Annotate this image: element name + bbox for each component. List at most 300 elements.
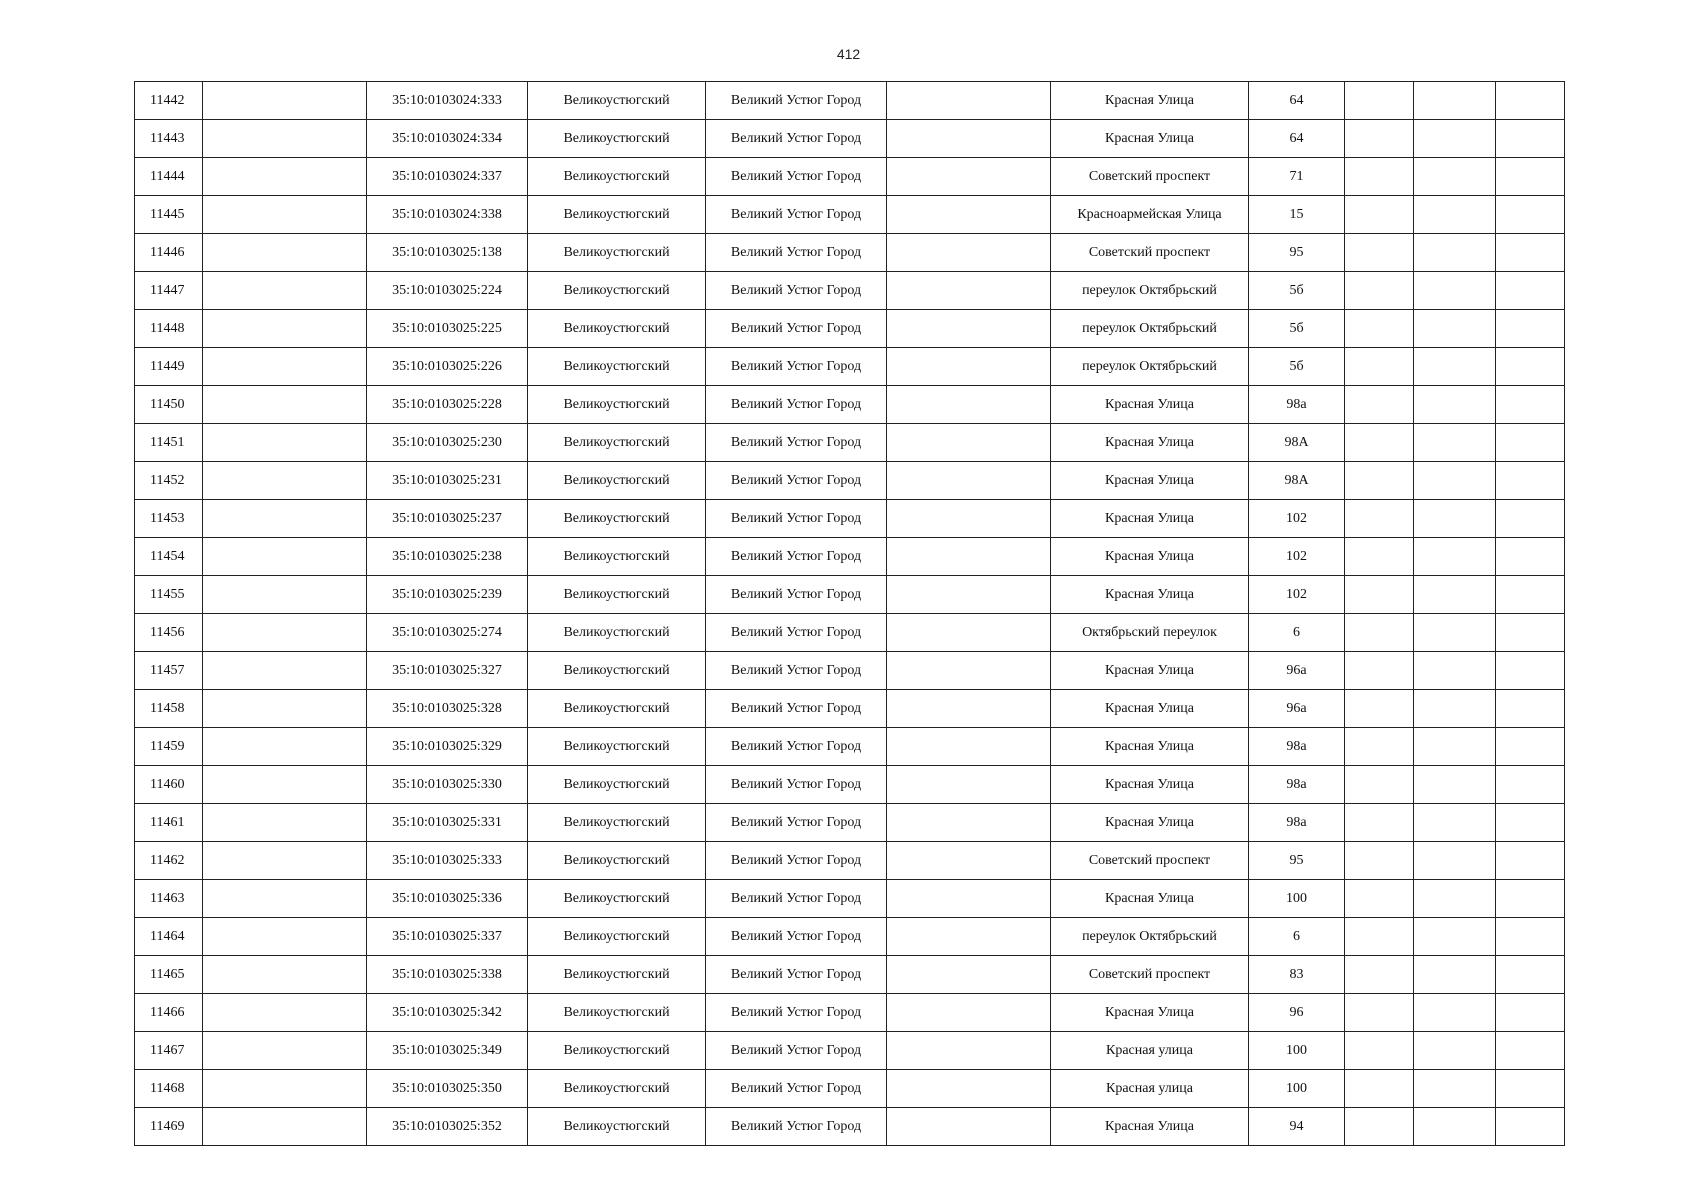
cadastral-number-cell: 35:10:0103025:237 — [367, 500, 528, 538]
empty-cell — [1345, 956, 1414, 994]
row-number-cell: 11457 — [135, 652, 203, 690]
district-cell: Великоустюгский — [528, 500, 706, 538]
empty-cell — [887, 918, 1051, 956]
row-number-cell: 11466 — [135, 994, 203, 1032]
settlement-cell: Великий Устюг Город — [706, 614, 887, 652]
house-number-cell: 64 — [1249, 120, 1345, 158]
settlement-cell: Великий Устюг Город — [706, 994, 887, 1032]
row-number-cell: 11447 — [135, 272, 203, 310]
empty-cell — [203, 804, 367, 842]
empty-cell — [1414, 766, 1496, 804]
table-row — [135, 196, 1565, 234]
house-number-cell: 102 — [1249, 500, 1345, 538]
district-cell: Великоустюгский — [528, 1070, 706, 1108]
empty-cell — [1345, 576, 1414, 614]
empty-cell — [887, 82, 1051, 120]
settlement-cell: Великий Устюг Город — [706, 918, 887, 956]
row-number-cell: 11453 — [135, 500, 203, 538]
page-number: 412 — [836, 46, 861, 62]
empty-cell — [887, 348, 1051, 386]
settlement-cell: Великий Устюг Город — [706, 766, 887, 804]
row-number-cell: 11456 — [135, 614, 203, 652]
cadastral-number-cell: 35:10:0103025:328 — [367, 690, 528, 728]
empty-cell — [203, 956, 367, 994]
empty-cell — [1496, 880, 1565, 918]
settlement-cell: Великий Устюг Город — [706, 690, 887, 728]
empty-cell — [203, 462, 367, 500]
cadastral-number-cell: 35:10:0103025:230 — [367, 424, 528, 462]
row-number-cell: 11460 — [135, 766, 203, 804]
street-cell: Красная Улица — [1051, 120, 1249, 158]
cadastral-number-cell: 35:10:0103025:138 — [367, 234, 528, 272]
street-cell: Красная Улица — [1051, 386, 1249, 424]
empty-cell — [1345, 804, 1414, 842]
empty-cell — [1496, 424, 1565, 462]
house-number-cell: 98а — [1249, 386, 1345, 424]
row-number-cell: 11461 — [135, 804, 203, 842]
house-number-cell: 98а — [1249, 728, 1345, 766]
empty-cell — [887, 538, 1051, 576]
row-number-cell: 11449 — [135, 348, 203, 386]
street-cell: Красная Улица — [1051, 728, 1249, 766]
empty-cell — [887, 956, 1051, 994]
empty-cell — [887, 272, 1051, 310]
empty-cell — [1414, 614, 1496, 652]
district-cell: Великоустюгский — [528, 234, 706, 272]
empty-cell — [1414, 880, 1496, 918]
empty-cell — [1414, 576, 1496, 614]
cadastral-number-cell: 35:10:0103025:231 — [367, 462, 528, 500]
street-cell: Советский проспект — [1051, 842, 1249, 880]
table-row — [135, 842, 1565, 880]
empty-cell — [203, 424, 367, 462]
district-cell: Великоустюгский — [528, 538, 706, 576]
district-cell: Великоустюгский — [528, 994, 706, 1032]
empty-cell — [203, 880, 367, 918]
table-row — [135, 120, 1565, 158]
street-cell: Красная Улица — [1051, 690, 1249, 728]
settlement-cell: Великий Устюг Город — [706, 652, 887, 690]
cadastral-number-cell: 35:10:0103025:239 — [367, 576, 528, 614]
table-row — [135, 310, 1565, 348]
street-cell: Красная Улица — [1051, 994, 1249, 1032]
empty-cell — [1345, 918, 1414, 956]
empty-cell — [887, 462, 1051, 500]
empty-cell — [1414, 158, 1496, 196]
settlement-cell: Великий Устюг Город — [706, 82, 887, 120]
empty-cell — [1414, 196, 1496, 234]
empty-cell — [203, 196, 367, 234]
empty-cell — [203, 994, 367, 1032]
empty-cell — [887, 690, 1051, 728]
table-row — [135, 918, 1565, 956]
empty-cell — [1345, 728, 1414, 766]
empty-cell — [1345, 120, 1414, 158]
district-cell: Великоустюгский — [528, 690, 706, 728]
settlement-cell: Великий Устюг Город — [706, 120, 887, 158]
row-number-cell: 11465 — [135, 956, 203, 994]
row-number-cell: 11444 — [135, 158, 203, 196]
settlement-cell: Великий Устюг Город — [706, 1108, 887, 1146]
empty-cell — [1496, 1032, 1565, 1070]
registry-table-body — [135, 82, 1565, 1146]
district-cell: Великоустюгский — [528, 652, 706, 690]
cadastral-number-cell: 35:10:0103025:349 — [367, 1032, 528, 1070]
house-number-cell: 5б — [1249, 272, 1345, 310]
empty-cell — [1345, 1032, 1414, 1070]
empty-cell — [1496, 120, 1565, 158]
cadastral-number-cell: 35:10:0103024:337 — [367, 158, 528, 196]
empty-cell — [887, 728, 1051, 766]
empty-cell — [1345, 1108, 1414, 1146]
house-number-cell: 5б — [1249, 310, 1345, 348]
table-row — [135, 880, 1565, 918]
street-cell: Красная Улица — [1051, 500, 1249, 538]
table-row — [135, 994, 1565, 1032]
registry-table — [134, 81, 1565, 1146]
district-cell: Великоустюгский — [528, 842, 706, 880]
settlement-cell: Великий Устюг Город — [706, 158, 887, 196]
settlement-cell: Великий Устюг Город — [706, 462, 887, 500]
empty-cell — [203, 272, 367, 310]
district-cell: Великоустюгский — [528, 1108, 706, 1146]
house-number-cell: 100 — [1249, 1032, 1345, 1070]
row-number-cell: 11467 — [135, 1032, 203, 1070]
settlement-cell: Великий Устюг Город — [706, 538, 887, 576]
district-cell: Великоустюгский — [528, 614, 706, 652]
empty-cell — [203, 728, 367, 766]
row-number-cell: 11468 — [135, 1070, 203, 1108]
table-row — [135, 386, 1565, 424]
empty-cell — [1496, 956, 1565, 994]
empty-cell — [887, 424, 1051, 462]
street-cell: Красная Улица — [1051, 82, 1249, 120]
empty-cell — [1496, 158, 1565, 196]
settlement-cell: Великий Устюг Город — [706, 1070, 887, 1108]
street-cell: Красная Улица — [1051, 880, 1249, 918]
house-number-cell: 102 — [1249, 538, 1345, 576]
empty-cell — [1496, 234, 1565, 272]
empty-cell — [1414, 1070, 1496, 1108]
district-cell: Великоустюгский — [528, 1032, 706, 1070]
empty-cell — [887, 614, 1051, 652]
table-row — [135, 272, 1565, 310]
street-cell: Красная Улица — [1051, 652, 1249, 690]
street-cell: переулок Октябрьский — [1051, 310, 1249, 348]
cadastral-number-cell: 35:10:0103024:333 — [367, 82, 528, 120]
empty-cell — [203, 690, 367, 728]
empty-cell — [1345, 310, 1414, 348]
district-cell: Великоустюгский — [528, 804, 706, 842]
house-number-cell: 96 — [1249, 994, 1345, 1032]
settlement-cell: Великий Устюг Город — [706, 234, 887, 272]
empty-cell — [1414, 310, 1496, 348]
house-number-cell: 94 — [1249, 1108, 1345, 1146]
district-cell: Великоустюгский — [528, 766, 706, 804]
row-number-cell: 11452 — [135, 462, 203, 500]
empty-cell — [1414, 538, 1496, 576]
empty-cell — [1345, 690, 1414, 728]
cadastral-number-cell: 35:10:0103025:327 — [367, 652, 528, 690]
district-cell: Великоустюгский — [528, 880, 706, 918]
row-number-cell: 11458 — [135, 690, 203, 728]
empty-cell — [203, 348, 367, 386]
street-cell: Советский проспект — [1051, 956, 1249, 994]
street-cell: Красная Улица — [1051, 1108, 1249, 1146]
row-number-cell: 11451 — [135, 424, 203, 462]
empty-cell — [1345, 234, 1414, 272]
empty-cell — [1345, 614, 1414, 652]
empty-cell — [203, 82, 367, 120]
empty-cell — [887, 386, 1051, 424]
cadastral-number-cell: 35:10:0103025:228 — [367, 386, 528, 424]
empty-cell — [203, 766, 367, 804]
empty-cell — [203, 1032, 367, 1070]
empty-cell — [203, 310, 367, 348]
street-cell: переулок Октябрьский — [1051, 918, 1249, 956]
empty-cell — [1496, 918, 1565, 956]
empty-cell — [1496, 690, 1565, 728]
table-row — [135, 804, 1565, 842]
row-number-cell: 11469 — [135, 1108, 203, 1146]
table-row — [135, 614, 1565, 652]
empty-cell — [1414, 462, 1496, 500]
cadastral-number-cell: 35:10:0103025:333 — [367, 842, 528, 880]
row-number-cell: 11442 — [135, 82, 203, 120]
empty-cell — [1496, 614, 1565, 652]
empty-cell — [1496, 348, 1565, 386]
table-row — [135, 234, 1565, 272]
empty-cell — [887, 766, 1051, 804]
settlement-cell: Великий Устюг Город — [706, 576, 887, 614]
district-cell: Великоустюгский — [528, 348, 706, 386]
district-cell: Великоустюгский — [528, 918, 706, 956]
empty-cell — [1345, 82, 1414, 120]
district-cell: Великоустюгский — [528, 956, 706, 994]
table-row — [135, 690, 1565, 728]
row-number-cell: 11450 — [135, 386, 203, 424]
empty-cell — [1414, 272, 1496, 310]
settlement-cell: Великий Устюг Город — [706, 272, 887, 310]
house-number-cell: 71 — [1249, 158, 1345, 196]
empty-cell — [1496, 1070, 1565, 1108]
street-cell: Октябрьский переулок — [1051, 614, 1249, 652]
table-row — [135, 348, 1565, 386]
empty-cell — [887, 310, 1051, 348]
settlement-cell: Великий Устюг Город — [706, 310, 887, 348]
empty-cell — [203, 538, 367, 576]
empty-cell — [1345, 1070, 1414, 1108]
house-number-cell: 95 — [1249, 842, 1345, 880]
empty-cell — [203, 1108, 367, 1146]
row-number-cell: 11443 — [135, 120, 203, 158]
house-number-cell: 98а — [1249, 804, 1345, 842]
empty-cell — [203, 120, 367, 158]
cadastral-number-cell: 35:10:0103025:226 — [367, 348, 528, 386]
street-cell: Советский проспект — [1051, 158, 1249, 196]
empty-cell — [1414, 728, 1496, 766]
row-number-cell: 11448 — [135, 310, 203, 348]
settlement-cell: Великий Устюг Город — [706, 196, 887, 234]
table-row — [135, 1108, 1565, 1146]
table-row — [135, 1032, 1565, 1070]
settlement-cell: Великий Устюг Город — [706, 728, 887, 766]
table-row — [135, 576, 1565, 614]
table-row — [135, 728, 1565, 766]
empty-cell — [1496, 804, 1565, 842]
settlement-cell: Великий Устюг Город — [706, 386, 887, 424]
empty-cell — [1345, 386, 1414, 424]
empty-cell — [1345, 424, 1414, 462]
empty-cell — [1345, 462, 1414, 500]
house-number-cell: 5б — [1249, 348, 1345, 386]
house-number-cell: 102 — [1249, 576, 1345, 614]
empty-cell — [203, 576, 367, 614]
cadastral-number-cell: 35:10:0103024:334 — [367, 120, 528, 158]
empty-cell — [887, 652, 1051, 690]
cadastral-number-cell: 35:10:0103025:330 — [367, 766, 528, 804]
cadastral-number-cell: 35:10:0103025:329 — [367, 728, 528, 766]
street-cell: Красная Улица — [1051, 462, 1249, 500]
empty-cell — [1414, 918, 1496, 956]
district-cell: Великоустюгский — [528, 196, 706, 234]
empty-cell — [203, 652, 367, 690]
settlement-cell: Великий Устюг Город — [706, 500, 887, 538]
empty-cell — [1414, 424, 1496, 462]
empty-cell — [203, 842, 367, 880]
empty-cell — [1496, 1108, 1565, 1146]
cadastral-number-cell: 35:10:0103025:342 — [367, 994, 528, 1032]
district-cell: Великоустюгский — [528, 386, 706, 424]
empty-cell — [887, 158, 1051, 196]
empty-cell — [1345, 158, 1414, 196]
empty-cell — [1414, 994, 1496, 1032]
house-number-cell: 96а — [1249, 690, 1345, 728]
street-cell: Красная Улица — [1051, 576, 1249, 614]
district-cell: Великоустюгский — [528, 120, 706, 158]
empty-cell — [1414, 956, 1496, 994]
table-row — [135, 462, 1565, 500]
empty-cell — [1345, 766, 1414, 804]
street-cell: Красная улица — [1051, 1032, 1249, 1070]
table-row — [135, 1070, 1565, 1108]
empty-cell — [1414, 348, 1496, 386]
empty-cell — [203, 386, 367, 424]
empty-cell — [1414, 386, 1496, 424]
empty-cell — [1345, 880, 1414, 918]
empty-cell — [1414, 120, 1496, 158]
empty-cell — [203, 158, 367, 196]
table-row — [135, 500, 1565, 538]
row-number-cell: 11459 — [135, 728, 203, 766]
empty-cell — [887, 994, 1051, 1032]
cadastral-number-cell: 35:10:0103025:338 — [367, 956, 528, 994]
empty-cell — [1414, 82, 1496, 120]
empty-cell — [1345, 538, 1414, 576]
table-row — [135, 158, 1565, 196]
empty-cell — [1414, 1108, 1496, 1146]
cadastral-number-cell: 35:10:0103025:238 — [367, 538, 528, 576]
cadastral-number-cell: 35:10:0103025:225 — [367, 310, 528, 348]
cadastral-number-cell: 35:10:0103025:350 — [367, 1070, 528, 1108]
empty-cell — [1496, 82, 1565, 120]
empty-cell — [1496, 310, 1565, 348]
empty-cell — [1345, 652, 1414, 690]
table-row — [135, 424, 1565, 462]
empty-cell — [887, 196, 1051, 234]
empty-cell — [1496, 386, 1565, 424]
empty-cell — [887, 804, 1051, 842]
empty-cell — [1414, 842, 1496, 880]
empty-cell — [1496, 538, 1565, 576]
district-cell: Великоустюгский — [528, 158, 706, 196]
street-cell: Красная Улица — [1051, 424, 1249, 462]
empty-cell — [887, 120, 1051, 158]
empty-cell — [1345, 272, 1414, 310]
street-cell: Красная Улица — [1051, 538, 1249, 576]
empty-cell — [1496, 728, 1565, 766]
empty-cell — [1496, 994, 1565, 1032]
street-cell: Красная Улица — [1051, 766, 1249, 804]
row-number-cell: 11463 — [135, 880, 203, 918]
empty-cell — [1414, 690, 1496, 728]
row-number-cell: 11454 — [135, 538, 203, 576]
row-number-cell: 11455 — [135, 576, 203, 614]
house-number-cell: 100 — [1249, 1070, 1345, 1108]
house-number-cell: 83 — [1249, 956, 1345, 994]
empty-cell — [887, 1108, 1051, 1146]
table-row — [135, 956, 1565, 994]
settlement-cell: Великий Устюг Город — [706, 1032, 887, 1070]
street-cell: Красная улица — [1051, 1070, 1249, 1108]
empty-cell — [203, 1070, 367, 1108]
district-cell: Великоустюгский — [528, 82, 706, 120]
empty-cell — [1496, 272, 1565, 310]
empty-cell — [1496, 576, 1565, 614]
empty-cell — [1414, 234, 1496, 272]
house-number-cell: 6 — [1249, 918, 1345, 956]
district-cell: Великоустюгский — [528, 462, 706, 500]
empty-cell — [1496, 462, 1565, 500]
empty-cell — [203, 614, 367, 652]
empty-cell — [1496, 842, 1565, 880]
settlement-cell: Великий Устюг Город — [706, 424, 887, 462]
cadastral-number-cell: 35:10:0103025:336 — [367, 880, 528, 918]
settlement-cell: Великий Устюг Город — [706, 348, 887, 386]
house-number-cell: 95 — [1249, 234, 1345, 272]
cadastral-number-cell: 35:10:0103024:338 — [367, 196, 528, 234]
empty-cell — [1345, 500, 1414, 538]
cadastral-number-cell: 35:10:0103025:274 — [367, 614, 528, 652]
empty-cell — [1496, 766, 1565, 804]
house-number-cell: 98А — [1249, 462, 1345, 500]
settlement-cell: Великий Устюг Город — [706, 842, 887, 880]
empty-cell — [887, 576, 1051, 614]
district-cell: Великоустюгский — [528, 576, 706, 614]
table-row — [135, 538, 1565, 576]
empty-cell — [1345, 196, 1414, 234]
empty-cell — [1496, 500, 1565, 538]
district-cell: Великоустюгский — [528, 424, 706, 462]
empty-cell — [887, 880, 1051, 918]
house-number-cell: 64 — [1249, 82, 1345, 120]
row-number-cell: 11464 — [135, 918, 203, 956]
house-number-cell: 98А — [1249, 424, 1345, 462]
house-number-cell: 15 — [1249, 196, 1345, 234]
empty-cell — [887, 234, 1051, 272]
settlement-cell: Великий Устюг Город — [706, 880, 887, 918]
house-number-cell: 100 — [1249, 880, 1345, 918]
